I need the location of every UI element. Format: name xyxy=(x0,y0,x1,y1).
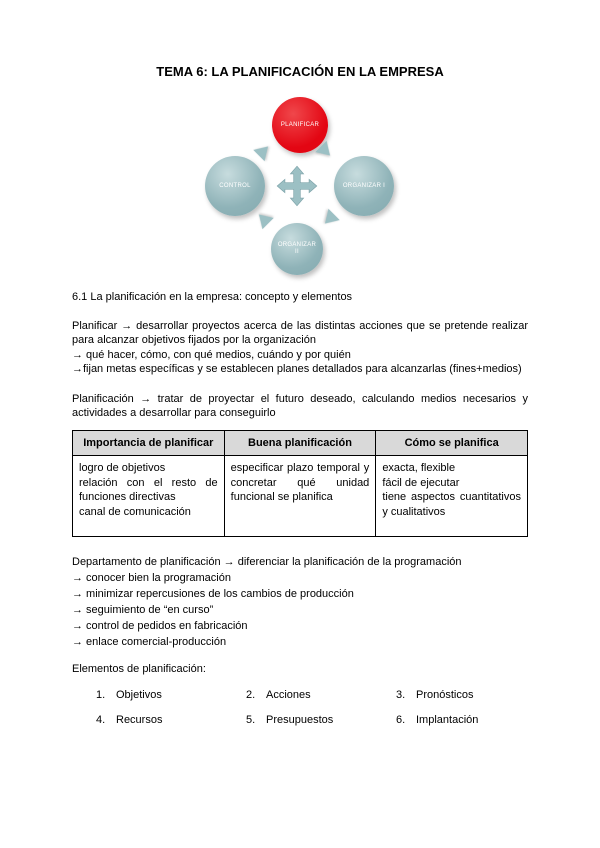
cell-line: logro de objetivos xyxy=(79,462,166,474)
cell-line: tiene aspectos cuantitativos y cualitativos xyxy=(382,491,521,518)
list-item xyxy=(396,713,546,728)
cell-line: fácil de ejecutar xyxy=(382,476,460,489)
table-cell-buena-planificacion xyxy=(224,456,376,537)
section-heading: 6.1 La planificación en la empresa: concepto y elementos xyxy=(72,291,353,303)
list-item xyxy=(96,688,246,703)
paragraph-departamento: Departamento de planificación → diferenciar la planificación de la programación xyxy=(72,556,462,568)
list-item-number: 2. xyxy=(246,689,256,701)
list-item xyxy=(246,713,396,728)
list-item xyxy=(246,688,396,703)
page-title: TEMA 6: LA PLANIFICACIÓN EN LA EMPRESA xyxy=(156,64,444,79)
table-cell-como-se-planifica xyxy=(376,456,528,537)
list-item xyxy=(96,713,246,728)
list-item: → enlace comercial-producción xyxy=(72,635,227,648)
table-row xyxy=(73,456,528,537)
list-item: → control de pedidos en fabricación xyxy=(72,619,248,632)
paragraph-planificar: Planificar → desarrollar proyectos acerca de las distintas acciones que se pretende realizar para alcanzar objetivos fijados por la organización xyxy=(72,319,528,346)
diagram-node-organizar-1 xyxy=(334,156,394,216)
elementos-heading: Elementos de planificación: xyxy=(72,662,206,675)
node-planificar-label: PLANIFICAR xyxy=(280,121,320,128)
list-item-label: Objetivos xyxy=(116,689,162,701)
table-header-como-se-planifica: Cómo se planifica xyxy=(376,430,528,456)
cycle-arrow-bottom-left-icon xyxy=(253,209,274,230)
planning-table xyxy=(72,430,528,538)
paragraph-planificacion: Planificación → tratar de proyectar el futuro deseado, calculando medios necesarios y actividades a desarrollar para conseguirlo xyxy=(72,392,528,419)
list-item: → minimizar repercusiones de los cambios de producción xyxy=(72,587,354,600)
cell-line: canal de comunicación xyxy=(79,505,191,518)
node-organizar-1-label: ORGANIZAR I xyxy=(342,182,386,189)
planning-cycle-diagram xyxy=(72,88,528,278)
cell-line: especificar plazo temporal y concretar qué unidad funcional se planifica xyxy=(230,462,370,503)
arrow-line-fijan-metas: →fijan metas específicas y se establecen planes detallados para alcanzarlas (fines+medios) xyxy=(72,363,522,375)
node-control-label: CONTROL xyxy=(219,182,251,189)
cycle-arrow-bottom-right-icon xyxy=(319,209,340,230)
list-item: → conocer bien la programación xyxy=(72,571,231,584)
table-cell-importancia xyxy=(73,456,225,537)
list-item-number: 5. xyxy=(246,713,256,726)
four-way-arrows-icon xyxy=(275,164,319,208)
arrow-line-que-hacer: → qué hacer, cómo, con qué medios, cuándo y por quién xyxy=(72,348,351,361)
table-header-buena-planificacion: Buena planificación xyxy=(224,430,376,456)
list-item xyxy=(396,688,546,703)
diagram-node-control xyxy=(205,156,265,216)
departamento-list xyxy=(72,570,528,650)
node-organizar-2-label: ORGANIZAR II xyxy=(277,242,317,255)
diagram-node-organizar-2 xyxy=(271,223,323,275)
table-header-row xyxy=(73,430,528,456)
list-item-label: Recursos xyxy=(116,713,163,726)
diagram-node-planificar xyxy=(272,97,328,153)
elementos-list xyxy=(72,688,528,727)
cell-line: relación con el resto de funciones directivas xyxy=(79,476,218,503)
cycle-arrow-top-left-icon xyxy=(253,141,274,162)
list-item-label: Presupuestos xyxy=(266,713,334,726)
table-header-importancia: Importancia de planificar xyxy=(73,430,225,456)
list-item-label: Implantación xyxy=(416,713,479,726)
list-item-number: 4. xyxy=(96,713,106,726)
cell-line: exacta, flexible xyxy=(382,462,456,474)
list-item-number: 1. xyxy=(96,689,106,701)
list-item-number: 6. xyxy=(396,713,406,726)
list-item: → seguimiento de “en curso” xyxy=(72,603,214,616)
document-body xyxy=(72,290,528,727)
list-item-label: Acciones xyxy=(266,689,311,701)
list-item-label: Pronósticos xyxy=(416,689,474,701)
list-item-number: 3. xyxy=(396,689,406,701)
